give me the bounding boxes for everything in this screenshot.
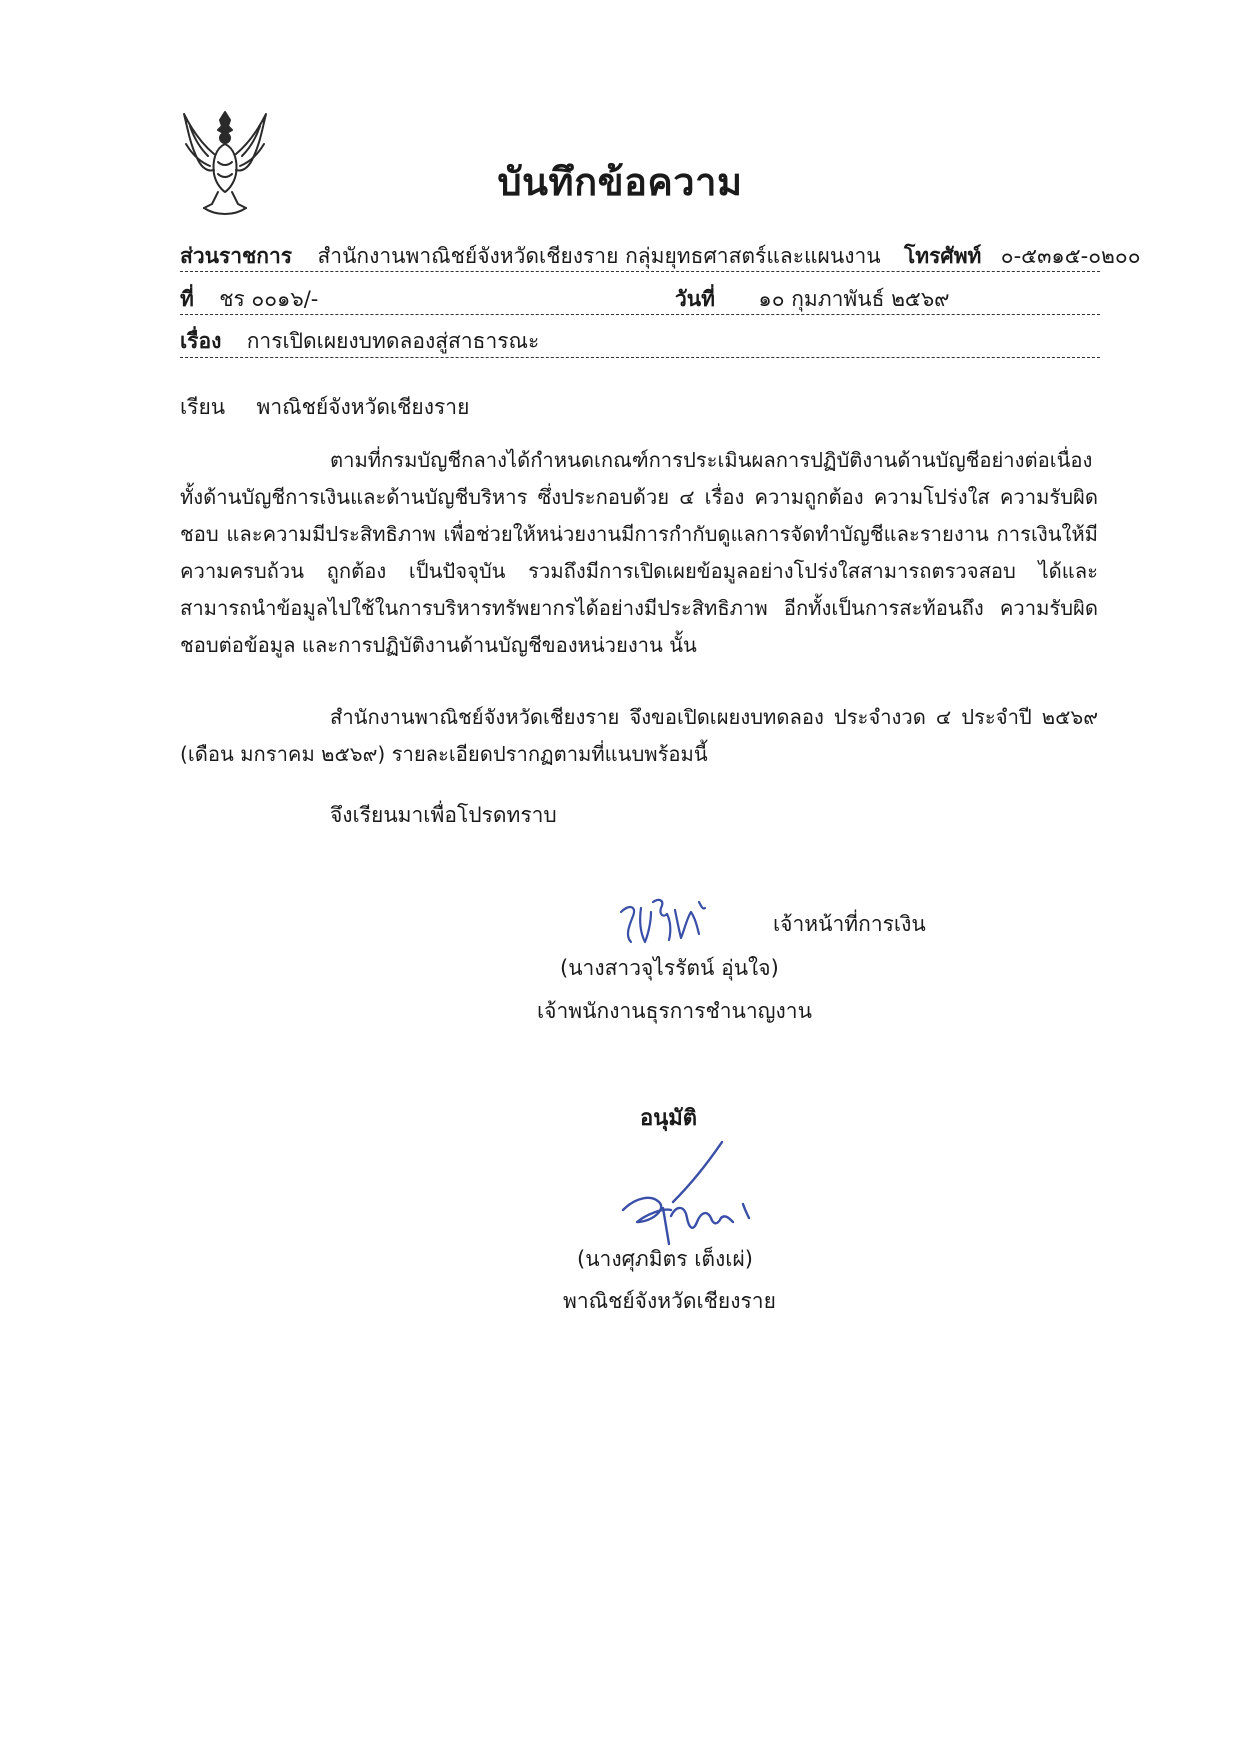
reference-label: ที่ [180,287,194,311]
phone-value: ๐-๕๓๑๕-๐๒๐๐ [1000,244,1141,268]
signer-1-position: เจ้าพนักงานธุรการชำนาญงาน [537,999,812,1023]
paragraph-2-text: สำนักงานพาณิชย์จังหวัดเชียงราย จึงขอเปิดเผยงบทดลอง ประจำงวด ๔ ประจำปี ๒๕๖๙ (เดือน มกราคม ๒๕๖๙) รายละเอียดปรากฏตามที่แนบพร้อมนี้ [180,705,1098,766]
approval-label: อนุมัติ [640,1106,698,1131]
body-paragraph-2 [180,699,1098,773]
department-row [180,240,1141,273]
paragraph-1-text: ตามที่กรมบัญชีกลางได้กำหนดเกณฑ์การประเมินผลการปฏิบัติงานด้านบัญชีอย่างต่อเนื่อง ทั้งด้านบัญชีการเงินและด้านบัญชีบริหาร ซึ่งประกอบด้วย ๔ เรื่อง ความถูกต้อง ความโปร่งใส ความรับผิดชอบ และความมีประสิทธิภาพ เพื่อช่วยให้หน่วยงานมีการกำกับดูแลการจัดทำบัญชีและรายงาน การเงินให้มีความครบถ้วน ถูกต้อง เป็นปัจจุบัน รวมถึงมีการเปิดเผยข้อมูลอย่างโปร่งใสสามารถตรวจสอบ ได้และสามารถนำข้อมูลไปใช้ในการบริหารทรัพยากรได้อย่างมีประสิทธิภาพ อีกทั้งเป็นการสะท้อนถึง ความรับผิดชอบต่อข้อมูล และการปฏิบัติงานด้านบัญชีของหน่วยงาน นั้น [180,448,1098,657]
signer-1-role: เจ้าหน้าที่การเงิน [773,912,926,936]
date-label: วันที่ [675,287,715,311]
salutation-label: เรียน [180,395,226,419]
date-row [675,283,950,316]
subject-value: การเปิดเผยงบทดลองสู่สาธารณะ [246,329,540,353]
reference-row [180,283,318,316]
subject-label: เรื่อง [180,329,222,353]
subject-row [180,325,539,358]
signer-1-name: (นางสาวจุไรรัตน์ อุ่นใจ) [560,956,779,980]
closing-line: จึงเรียนมาเพื่อโปรดทราบ [330,803,557,827]
header-dotted-line-3 [180,357,1100,358]
phone-label: โทรศัพท์ [903,244,982,268]
department-value: สำนักงานพาณิชย์จังหวัดเชียงราย กลุ่มยุทธศาสตร์และแผนงาน [317,244,881,268]
department-label: ส่วนราชการ [180,244,293,268]
memo-title: บันทึกข้อความ [497,160,743,204]
salutation [180,389,469,426]
signer-2-name: (นางศุภมิตร เต็งเผ่) [577,1247,753,1271]
salutation-value: พาณิชย์จังหวัดเชียงราย [256,395,470,419]
signer-2-position: พาณิชย์จังหวัดเชียงราย [563,1289,776,1313]
signature-2-image [617,1138,757,1250]
date-value: ๑๐ กุมภาพันธ์ ๒๕๖๙ [758,287,950,311]
signature-1-image [615,892,710,950]
body-paragraph-1 [180,442,1098,664]
header-dotted-line-1 [180,271,1100,272]
reference-value: ชร ๐๐๑๖/- [219,287,319,311]
header-dotted-line-2 [180,314,1100,315]
